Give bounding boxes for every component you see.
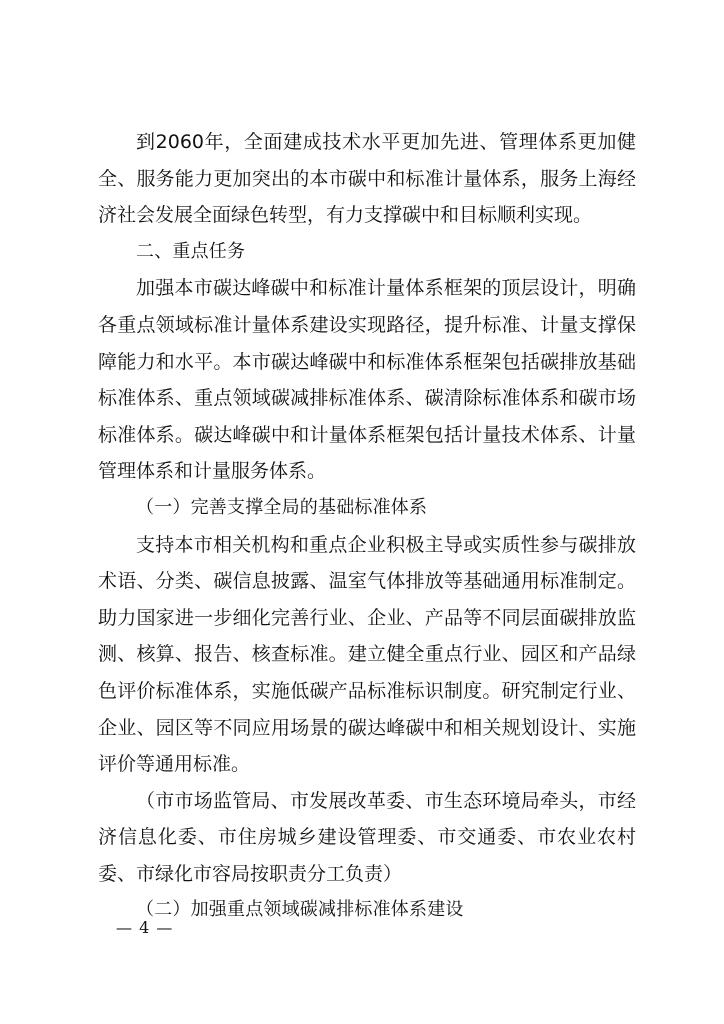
paragraph-basic-standards: 支持本市相关机构和重点企业积极主导或实质性参与碳排放术语、分类、碳信息披露、温室气体排放等基础通用标准制定。助力国家进一步细化完善行业、企业、产品等不同层面碳排放监测、核算、报告、核查标准。建立健全重点行业、园区和产品绿色评价标准体系，实施低碳产品标准标识制度。研究制定行业、企业、园区等不同应用场景的碳达峰碳中和相关规划设计、实施评价等通用标准。 [98, 533, 636, 776]
subsection-heading-key-areas: （二）加强重点领域碳减排标准体系建设 [136, 899, 464, 921]
paragraph-framework-design: 加强本市碳达峰碳中和标准计量体系框架的顶层设计，明确各重点领域标准计量体系建设实现路径，提升标准、计量支撑保障能力和水平。本市碳达峰碳中和标准体系框架包括碳排放基础标准体系、重点领域碳减排标准体系、碳清除标准体系和碳市场标准体系。碳达峰碳中和计量体系框架包括计量技术体系、计量管理体系和计量服务体系。 [98, 277, 636, 483]
paragraph-responsible-agencies: （市市场监管局、市发展改革委、市生态环境局牵头，市经济信息化委、市住房城乡建设管理委、市交通委、市农业农村委、市绿化市容局按职责分工负责） [98, 789, 636, 885]
subsection-heading-basic-standards: （一）完善支撑全局的基础标准体系 [136, 496, 428, 518]
page-number: — 4 — [116, 918, 174, 937]
document-body [98, 124, 636, 929]
section-heading-key-tasks: 二、重点任务 [136, 240, 246, 262]
paragraph-2060-goal: 到2060年，全面建成技术水平更加先进、管理体系更加健全、服务能力更加突出的本市碳中和标准计量体系，服务上海经济社会发展全面绿色转型，有力支撑碳中和目标顺利实现。 [98, 131, 636, 227]
